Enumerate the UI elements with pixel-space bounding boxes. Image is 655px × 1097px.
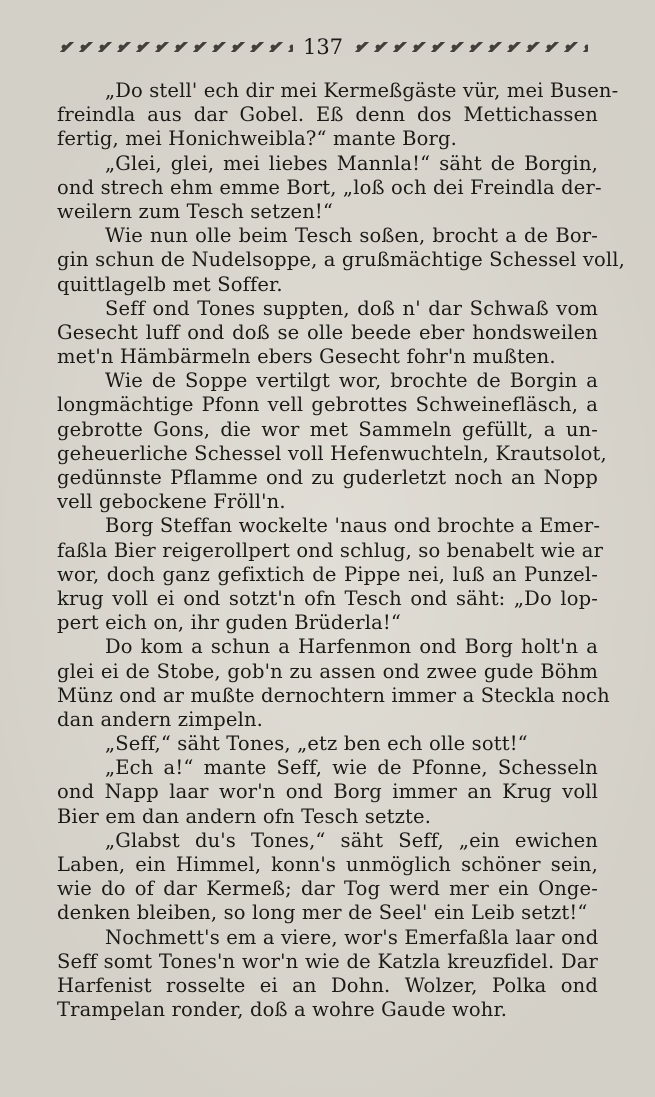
text-line: „Seff,“ säht Tones, „etz ben ech olle sott!“ xyxy=(105,732,528,756)
text-line: Wie de Soppe vertilgt wor, brochte de Borgin a xyxy=(105,369,598,393)
text-line: glei ei de Stobe, gob'n zu assen ond zwee gude Böhm xyxy=(57,659,598,683)
text-line: Do kom a schun a Harfenmon ond Borg holt'n a xyxy=(105,635,598,659)
text-line: faßla Bier reigerollpert ond schlug, so benabelt wie ar xyxy=(57,538,604,562)
text-line: ond Napp laar wor'n ond Borg immer an Krug voll xyxy=(57,780,598,804)
text-line: wor, doch ganz gefixtich de Pippe nei, luß an Punzel- xyxy=(57,562,598,586)
text-line: wie do of dar Kermeß; dar Tog werd mer ein Onge- xyxy=(57,877,598,901)
text-line: Münz ond ar mußte dernochtern immer a Steckla noch xyxy=(57,683,610,707)
text-line: quittlagelb met Soffer. xyxy=(57,272,283,296)
text-line: Harfenist rosselte ei an Dohn. Wolzer, Polka ond xyxy=(57,973,598,997)
text-line: gebrotte Gons, die wor met Sammeln gefüllt, a un- xyxy=(57,417,598,441)
text-line: Seff ond Tones suppten, doß n' dar Schwaß vom xyxy=(105,296,598,320)
text-line: pert eich on, ihr guden Brüderla!“ xyxy=(57,611,401,635)
page-number: 137 xyxy=(302,35,344,59)
text-line: vell gebockene Fröll'n. xyxy=(57,490,286,514)
text-line: dan andern zimpeln. xyxy=(57,707,264,731)
text-line: „Ech a!“ mante Seff, wie de Pfonne, Schesseln xyxy=(105,756,598,780)
text-line: „Glei, glei, mei liebes Mannla!“ säht de Borgin, xyxy=(105,151,598,175)
text-line: „Glabst du's Tones,“ säht Seff, „ein ewichen xyxy=(105,828,598,852)
text-line: Gesecht luff ond doß se olle beede eber hondsweilen xyxy=(57,320,598,344)
text-line: longmächtige Pfonn vell gebrottes Schweinefläsch, a xyxy=(57,393,598,417)
text-line: weilern zum Tesch setzen!“ xyxy=(57,199,334,223)
text-line: Trampelan ronder, doß a wohre Gaude wohr. xyxy=(57,998,508,1022)
ornament-right-icon xyxy=(353,42,588,52)
text-line: met'n Hämbärmeln ebers Gesecht fohr'n mußten. xyxy=(57,345,556,369)
text-line: freindla aus dar Gobel. Eß denn dos Mettichassen xyxy=(57,103,598,127)
text-line: „Do stell' ech dir mei Kermeßgäste vür, mei Busen- xyxy=(105,79,619,102)
text-line: gin schun de Nudelsoppe, a grußmächtige Schessel voll, xyxy=(57,248,626,272)
text-line: krug voll ei ond sotzt'n ofn Tesch ond säht: „Do lop- xyxy=(57,586,598,610)
text-line: fertig, mei Honichweibla?“ mante Borg. xyxy=(57,127,457,151)
ornament-left-icon xyxy=(58,42,293,52)
text-line: Bier em dan andern ofn Tesch setzte. xyxy=(57,804,432,828)
text-line: Borg Steffan wockelte 'naus ond brochte a Emer- xyxy=(105,514,601,538)
text-line: Wie nun olle beim Tesch soßen, brocht a de Bor- xyxy=(105,224,598,248)
text-line: gedünnste Pflamme ond zu guderletzt noch an Nopp xyxy=(57,466,598,489)
text-line: geheuerliche Schessel voll Hefenwuchteln, Krautsolot, xyxy=(57,441,607,465)
text-line: Laben, ein Himmel, konn's unmöglich schöner sein, xyxy=(57,853,598,876)
text-line: denken bleiben, so long mer de Seel' ein Leib setzt!“ xyxy=(57,901,588,925)
text-line: Nochmett's em a viere, wor's Emerfaßla laar ond xyxy=(105,925,599,949)
body-text xyxy=(57,79,626,1022)
text-line: ond strech ehm emme Bort, „loß och dei Freindla der- xyxy=(57,175,602,199)
page-header xyxy=(58,34,588,60)
text-line: Seff somt Tones'n wor'n wie de Katzla kreuzfidel. Dar xyxy=(57,949,598,973)
